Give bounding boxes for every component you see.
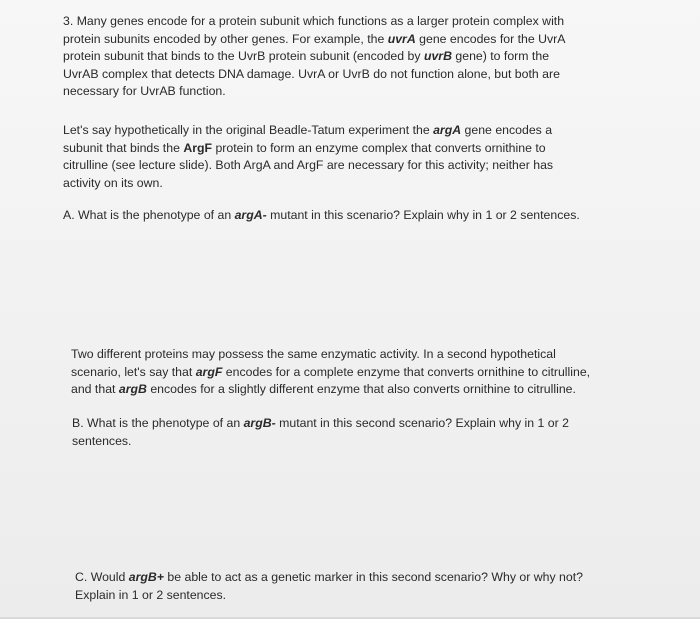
intro-paragraph <box>63 13 565 101</box>
intro-line-1: 3. Many genes encode for a protein subunit which functions as a larger protein complex with <box>63 14 565 28</box>
scenario-line-4: activity on its own. <box>63 175 163 190</box>
mutant-name-argb: argB- <box>243 416 276 430</box>
question-c <box>75 569 583 604</box>
second-scenario-line-2: scenario, let's say that argF encodes for a complete enzyme that converts ornithine to citrulline, <box>71 364 591 379</box>
gene-name-arga: argA <box>433 123 462 137</box>
gene-name-argf: argF <box>195 364 223 379</box>
question-c-line-2: Explain in 1 or 2 sentences. <box>75 587 227 602</box>
second-scenario-line-1: Two different proteins may possess the same enzymatic activity. In a second hypothetical <box>71 347 556 361</box>
intro-line-3: protein subunit that binds to the UvrB protein subunit (encoded by uvrB gene) to form the <box>63 49 550 64</box>
intro-line-4: UvrAB complex that detects DNA damage. UvrA or UvrB do not function alone, but both are <box>63 66 560 81</box>
scenario-line-1: Let's say hypothetically in the original Beadle-Tatum experiment the argA gene encodes a <box>63 123 553 137</box>
question-a <box>63 207 580 225</box>
protein-name-argf: ArgF <box>183 140 213 155</box>
intro-line-5: necessary for UvrAB function. <box>63 84 226 99</box>
question-a-line-1: A. What is the phenotype of an argA- mutant in this scenario? Explain why in 1 or 2 sentences. <box>63 208 580 222</box>
question-b-line-1: B. What is the phenotype of an argB- mutant in this second scenario? Explain why in 1 or 2 <box>72 416 569 430</box>
question-b <box>72 415 569 450</box>
scenario-line-3: citrulline (see lecture slide). Both ArgA and ArgF are necessary for this activity; neither has <box>63 158 554 173</box>
gene-name-argb: argB <box>118 382 147 397</box>
scenario-line-2: subunit that binds the ArgF protein to form an enzyme complex that converts ornithine to <box>63 140 546 155</box>
second-scenario-paragraph <box>71 346 590 399</box>
gene-name-argb-plus: argB+ <box>128 570 164 584</box>
scenario-paragraph <box>63 122 553 192</box>
intro-line-2: protein subunits encoded by other genes. For example, the uvrA gene encodes for the UvrA <box>63 31 566 46</box>
mutant-name-arga: argA- <box>234 208 267 222</box>
gene-name-uvra: uvrA <box>387 31 416 46</box>
question-number: 3. <box>63 14 74 28</box>
question-c-line-1: C. Would argB+ be able to act as a genetic marker in this second scenario? Why or why not? <box>75 570 583 584</box>
second-scenario-line-3: and that argB encodes for a slightly different enzyme that also converts ornithine to citrulline. <box>71 382 576 397</box>
question-b-line-2: sentences. <box>72 433 132 448</box>
gene-name-uvrb: uvrB <box>423 49 452 64</box>
